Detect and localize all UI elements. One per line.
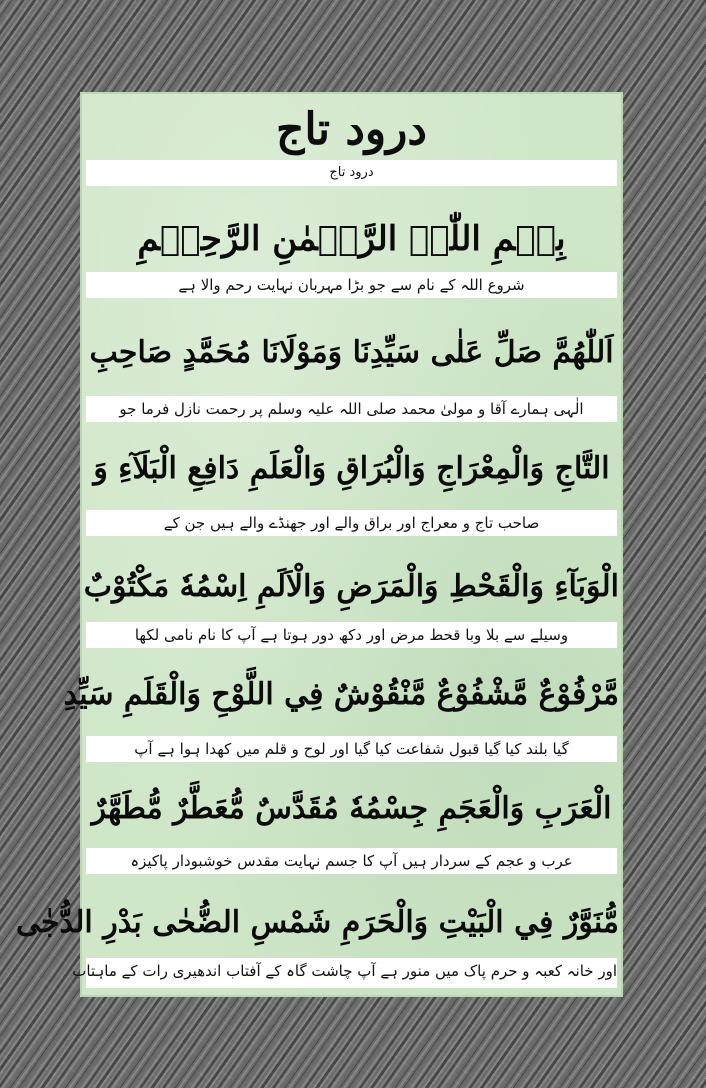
verse-line-2: التَّاجِ وَالْمِعْرَاجِ وَالْبُرَاقِ وَالْعَلَمِ دَافِعِ الْبَلَآءِ وَ bbox=[93, 451, 610, 486]
verse-line-4: مَّرْفُوْعٌ مَّشْفُوْعٌ مَّنْقُوْشٌ فِي اللَّوْحِ وَالْقَلَمِ سَيِّدِ bbox=[63, 677, 619, 712]
bismillah-verse: بِسۡمِ اللّٰہِ الرَّحۡمٰنِ الرَّحِیۡمِ bbox=[137, 219, 566, 259]
translation-line-3: وسیلے سے بلا وبا قحط مرض اور دکھ دور ہوتا ہے آپ کا نام نامی لکھا bbox=[86, 622, 617, 648]
verse-line-5: الْعَرَبِ وَالْعَجَمِ جِسْمُهٗ مُقَدَّسٌ مُّعَطَّرٌ مُّطَهَّرٌ bbox=[91, 791, 612, 826]
bismillah-translation: شروع اللہ کے نام سے جو بڑا مہربان نہایت رحم والا ہے bbox=[86, 272, 617, 298]
page-title: درود تاج bbox=[275, 104, 428, 155]
verse-line-3: الْوَبَآءِ وَالْقَحْطِ وَالْمَرَضِ وَالْاَلَمِ اِسْمُهٗ مَكْتُوْبٌ bbox=[83, 569, 619, 604]
translation-line-6: اور خانہ کعبہ و حرم پاک میں منور ہے آپ چاشت گاہ کے آفتاب اندھیری رات کے ماہتاب bbox=[86, 958, 617, 988]
translation-line-4: گیا بلند کیا گیا قبول شفاعت کیا گیا اور لوح و قلم میں کھدا ہوا ہے آپ bbox=[86, 736, 617, 762]
translation-line-1: الٰہی ہمارے آقا و مولیٰ محمد صلی اللہ علیہ وسلم پر رحمت نازل فرما جو bbox=[86, 396, 617, 422]
translation-line-5: عرب و عجم کے سردار ہیں آپ کا جسم نہایت مقدس خوشبودار پاکیزہ bbox=[86, 848, 617, 874]
verse-line-1: اَللّٰهُمَّ صَلِّ عَلٰى سَيِّدِنَا وَمَوْلَانَا مُحَمَّدٍ صَاحِبِ bbox=[89, 335, 614, 370]
subtitle-band: درود تاج bbox=[86, 160, 617, 186]
document-page bbox=[15, 92, 623, 997]
verse-line-6: مُّنَوَّرٌ فِي الْبَيْتِ وَالْحَرَمِ شَمْسِ الضُّحٰى بَدْرِ الدُّجٰى bbox=[15, 905, 619, 940]
translation-line-2: صاحب تاج و معراج اور براق والے اور جھنڈے والے ہیں جن کے bbox=[86, 510, 617, 536]
